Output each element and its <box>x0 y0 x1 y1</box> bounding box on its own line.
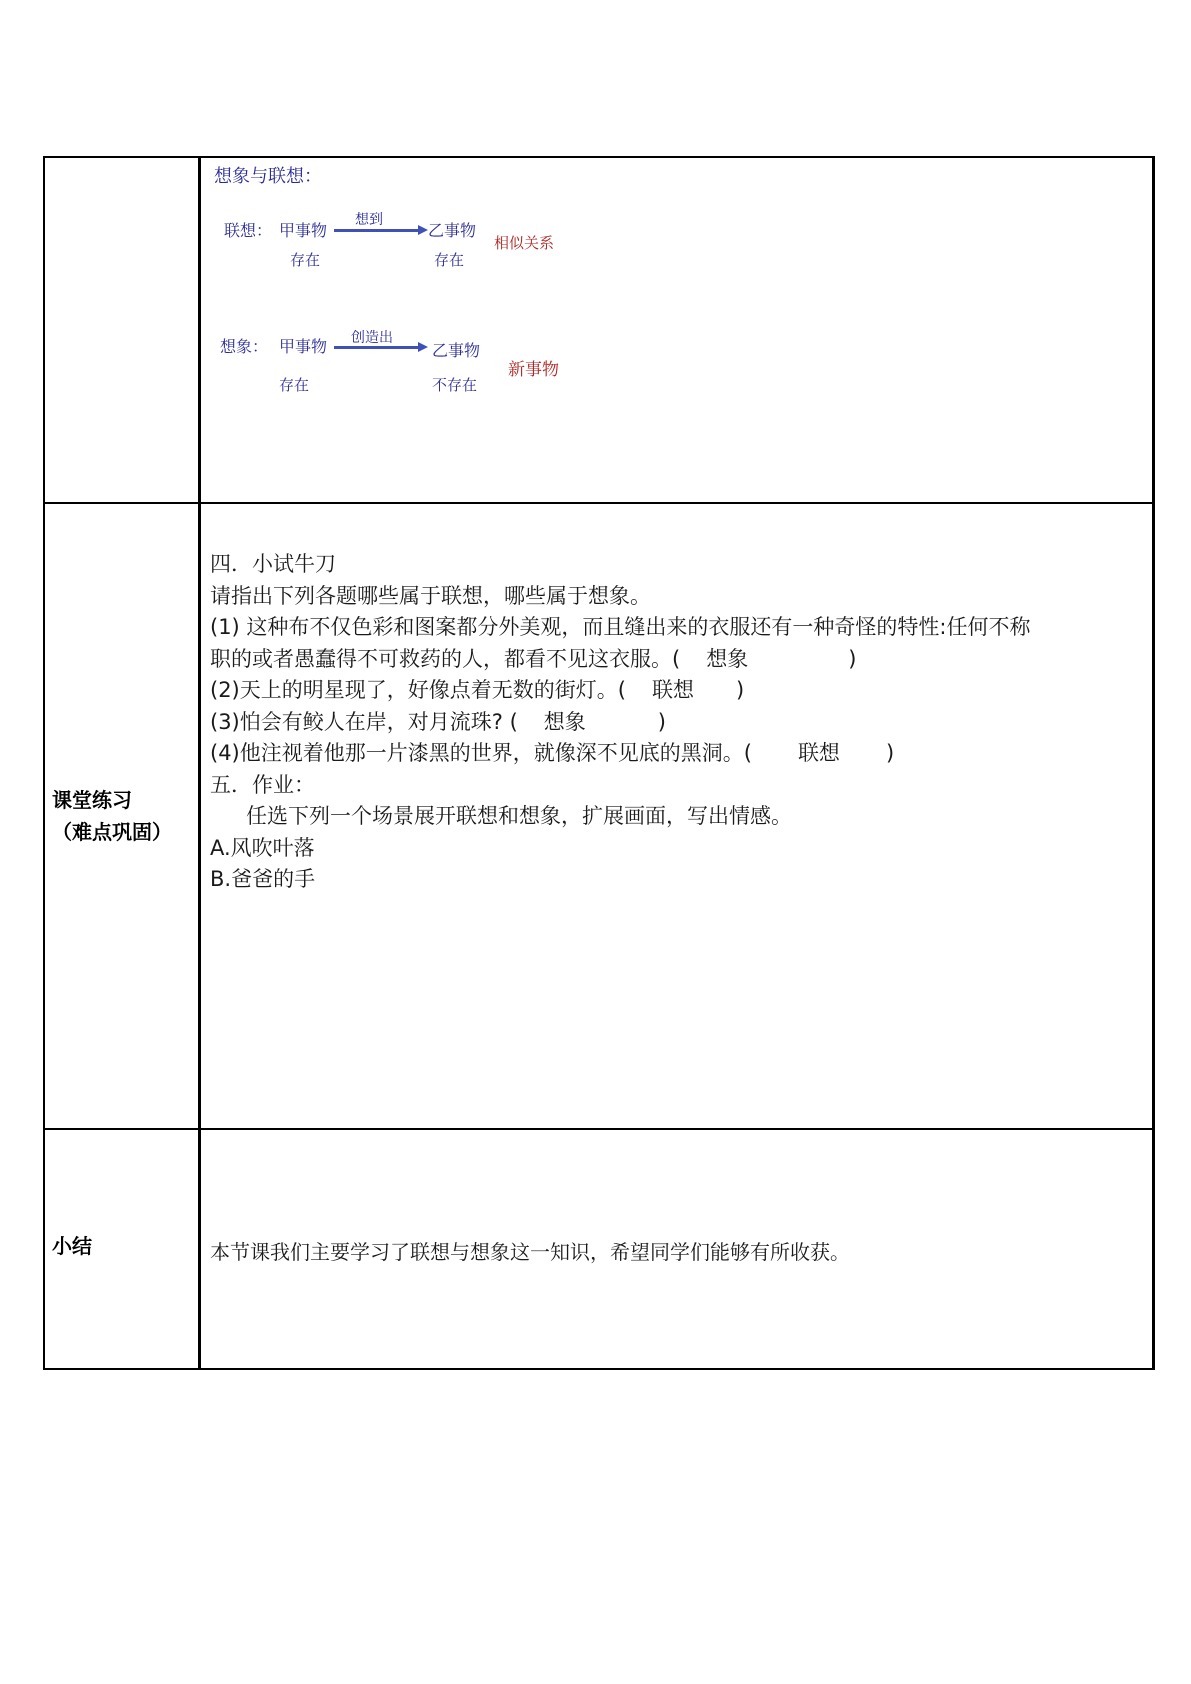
question-1-line1: (1) 这种布不仅色彩和图案都分外美观，而且缝出来的衣服还有一种奇怪的特性:任何不称 <box>210 615 1031 639</box>
answer-2: 联想 <box>651 678 694 702</box>
table-column-divider <box>198 156 201 1370</box>
option-b: B.爸爸的手 <box>210 867 316 891</box>
xiangxiang-verb: 创造出 <box>351 330 393 346</box>
xiangxiang-arrow-icon <box>334 346 420 349</box>
question-4: (4)他注视着他那一片漆黑的世界，就像深不见底的黑洞。( 联想 ) <box>210 741 895 765</box>
lianxiang-to: 乙事物 <box>428 221 477 240</box>
table-right-border <box>1152 156 1155 1370</box>
summary-text: 本节课我们主要学习了联想与想象这一知识，希望同学们能够有所收获。 <box>210 1240 850 1264</box>
heading-five: 五．作业： <box>210 772 315 797</box>
practice-label-line1: 课堂练习 <box>52 788 132 812</box>
lianxiang-verb: 想到 <box>355 212 383 228</box>
table-top-border <box>43 156 1155 158</box>
summary-label: 小结 <box>52 1234 92 1258</box>
xiangxiang-to-state: 不存在 <box>432 376 478 394</box>
practice-content <box>210 549 1150 896</box>
xiangxiang-to: 乙事物 <box>432 341 481 360</box>
row-divider-2 <box>43 1128 1155 1130</box>
lianxiang-from-state: 存在 <box>290 251 321 269</box>
lianxiang-to-state: 存在 <box>434 251 465 269</box>
practice-label-line2: （难点巩固） <box>52 820 172 844</box>
practice-label <box>52 784 172 848</box>
answer-1: 想象 <box>706 646 749 671</box>
question-2: (2)天上的明星现了，好像点着无数的街灯。( 联想 ) <box>210 678 745 702</box>
table-left-border <box>43 156 45 1370</box>
lianxiang-label: 联想： <box>224 221 273 240</box>
option-a: A.风吹叶落 <box>210 835 315 860</box>
question-1-line2: 职的或者愚蠢得不可救药的人，都看不见这衣服。( 想象 ) <box>210 646 857 671</box>
answer-4: 联想 <box>797 741 840 765</box>
table-bottom-border <box>43 1368 1155 1370</box>
xiangxiang-from-state: 存在 <box>279 376 310 394</box>
xiangxiang-label: 想象： <box>220 337 269 356</box>
row-divider-1 <box>43 502 1155 504</box>
homework-task: 任选下列一个场景展开联想和想象，扩展画面，写出情感。 <box>246 804 792 828</box>
question-3: (3)怕会有鲛人在岸，对月流珠? ( 想象 ) <box>210 709 666 734</box>
xiangxiang-relation: 新事物 <box>508 360 559 380</box>
lianxiang-arrow-icon <box>334 229 420 232</box>
heading-four: 四．小试牛刀 <box>210 552 336 576</box>
answer-3: 想象 <box>543 709 586 734</box>
diagram-title: 想象与联想： <box>214 166 322 187</box>
lianxiang-relation: 相似关系 <box>494 234 555 252</box>
xiangxiang-from: 甲事物 <box>279 337 328 356</box>
instruction: 请指出下列各题哪些属于联想，哪些属于想象。 <box>210 583 651 608</box>
lianxiang-from: 甲事物 <box>279 221 328 240</box>
